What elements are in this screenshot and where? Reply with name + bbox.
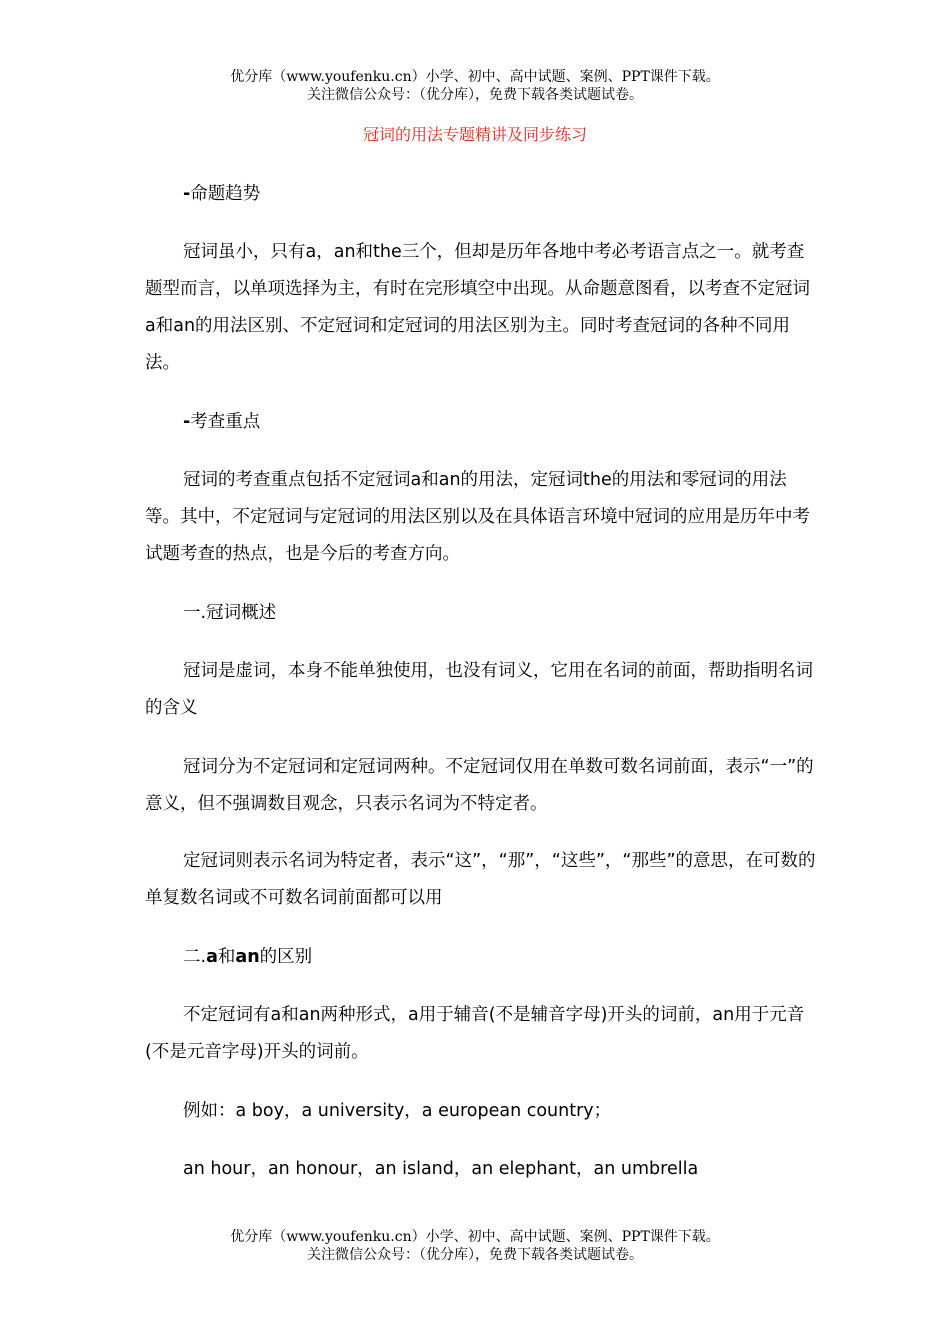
heading-text: 冠词概述: [206, 603, 277, 623]
page-header: [0, 68, 950, 104]
heading-prefix: 一.: [183, 603, 207, 623]
heading-prefix: 二.: [183, 947, 207, 967]
section-heading-trend: [183, 176, 855, 213]
paragraph-difference: 不定冠词有a和an两种形式，a用于辅音(不是辅音字母)开头的词前，an用于元音(不是元音字母)开头的词前。: [145, 1005, 805, 1062]
paragraph-overview-3: 定冠词则表示名词为特定者，表示“这”，“那”，“这些”，“那些”的意思，在可数的单复数名词或不可数名词前面都可以用: [145, 851, 816, 908]
heading-text: 命题趋势: [190, 184, 261, 204]
section-heading-difference: [183, 939, 855, 976]
heading-term-a: a: [206, 947, 218, 967]
paragraph-focus: 冠词的考查重点包括不定冠词a和an的用法，定冠词the的用法和零冠词的用法等。其中，不定冠词与定冠词的用法区别以及在具体语言环境中冠词的应用是历年中考试题考查的热点，也是今后的考查方向。: [145, 470, 810, 564]
page-footer: [0, 1228, 950, 1264]
footer-line-2: 关注微信公众号：（优分库），免费下载各类试题试卷。: [307, 1247, 643, 1263]
heading-suffix: 的区别: [259, 947, 313, 967]
header-line-1: 优分库（www.youfenku.cn）小学、初中、高中试题、案例、PPT课件下载。: [230, 69, 720, 85]
heading-connector: 和: [217, 947, 236, 967]
heading-marker: -: [183, 412, 191, 432]
section-heading-focus: [183, 404, 855, 441]
paragraph-trend: 冠词虽小，只有a，an和the三个，但却是历年各地中考必考语言点之一。就考查题型而言，以单项选择为主，有时在完形填空中出现。从命题意图看，以考查不定冠词a和an的用法区别、不定冠词和定冠词的用法区别为主。同时考查冠词的各种不同用法。: [145, 242, 810, 373]
section-heading-overview: [183, 595, 855, 632]
paragraph-overview-1: 冠词是虚词，本身不能单独使用，也没有词义，它用在名词的前面，帮助指明名词的含义: [145, 661, 813, 718]
heading-marker: -: [183, 184, 191, 204]
paragraph-overview-2: 冠词分为不定冠词和定冠词两种。不定冠词仅用在单数可数名词前面，表示“一”的意义，但不强调数目观念，只表示名词为不特定者。: [145, 757, 814, 814]
example-line-2: an hour，an honour，an island，an elephant，an umbrella: [183, 1159, 699, 1179]
header-line-2: 关注微信公众号：（优分库），免费下载各类试题试卷。: [307, 87, 643, 103]
heading-text: 考查重点: [190, 412, 261, 432]
example-line-1: 例如：a boy，a university，a european country；: [183, 1101, 612, 1121]
document-title: 冠词的用法专题精讲及同步练习: [362, 125, 587, 144]
footer-line-1: 优分库（www.youfenku.cn）小学、初中、高中试题、案例、PPT课件下载。: [230, 1229, 720, 1245]
heading-term-an: an: [235, 947, 260, 967]
